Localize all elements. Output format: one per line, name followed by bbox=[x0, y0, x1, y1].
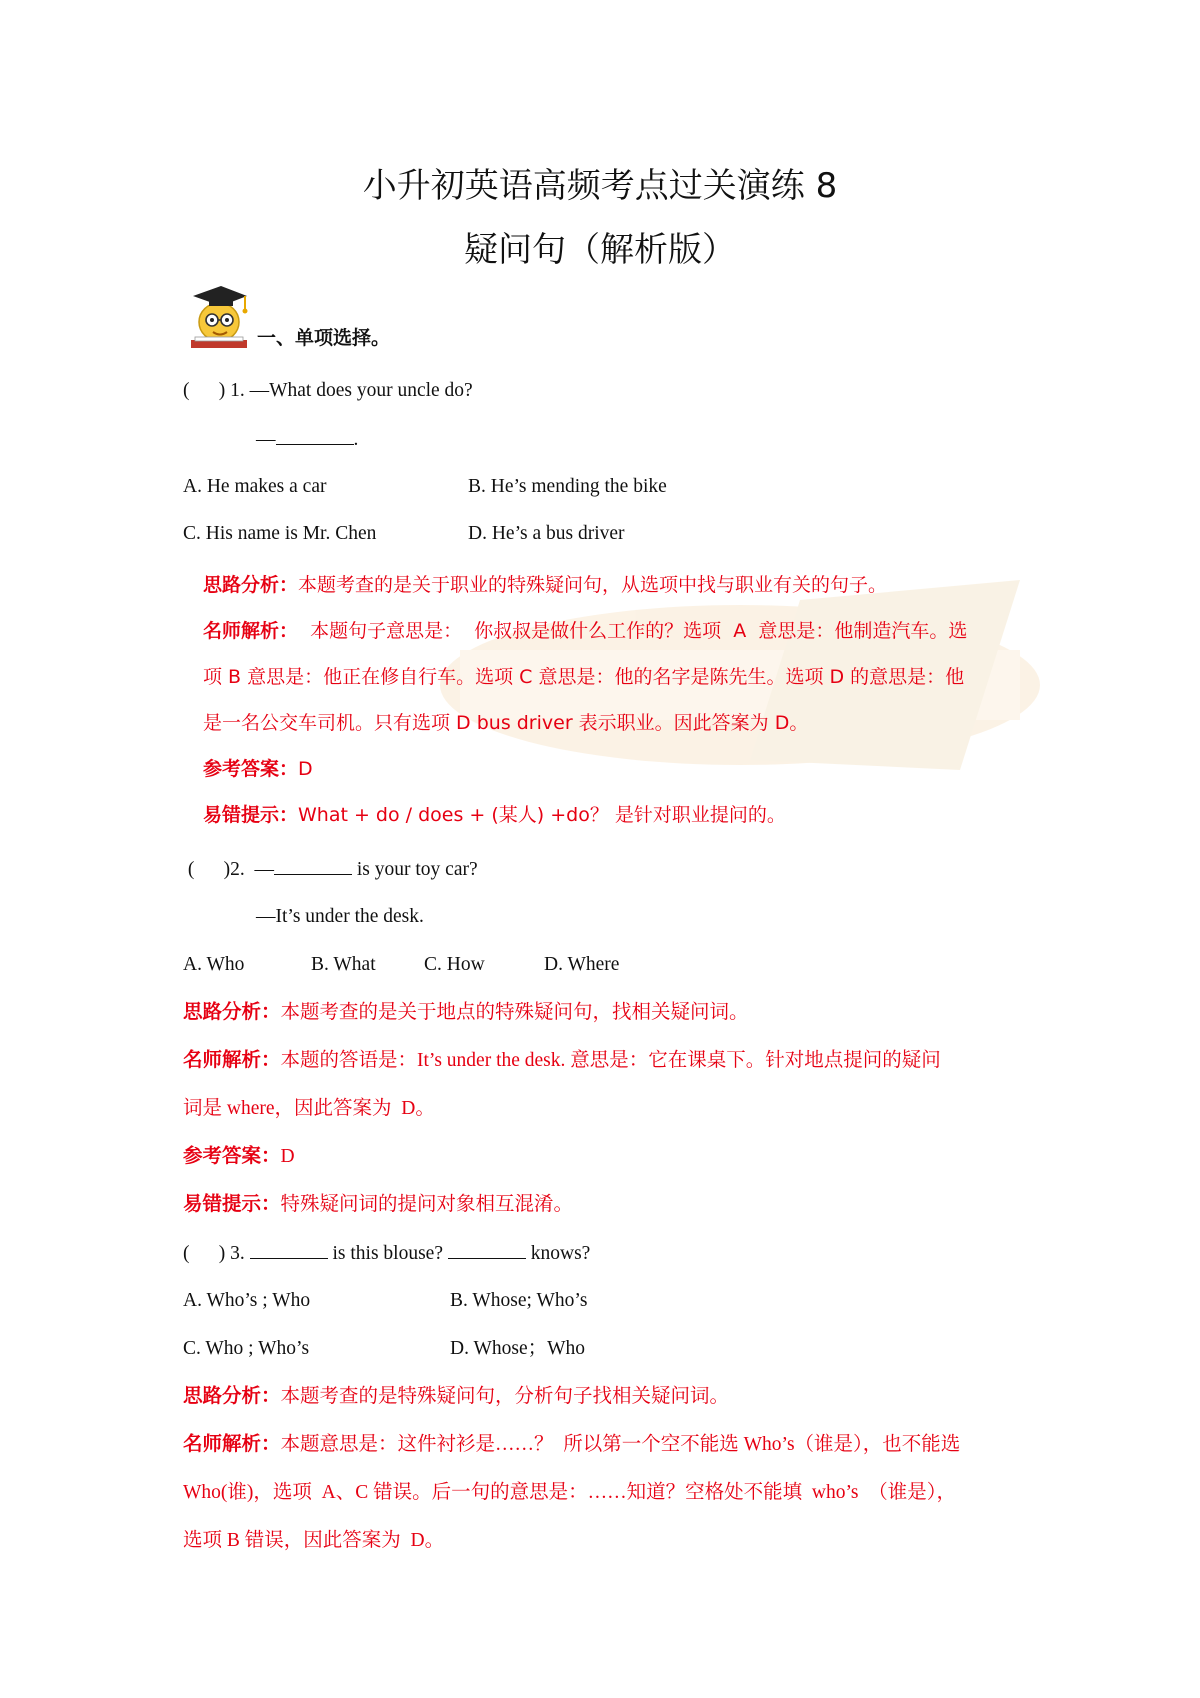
q3-stem-prefix: ( ) 3. bbox=[183, 1243, 250, 1264]
q2-option-d: D. Where bbox=[544, 954, 620, 975]
page-subtitle: 疑问句（解析版） bbox=[464, 230, 736, 270]
q3-analysis bbox=[183, 1384, 729, 1410]
q2-answer bbox=[183, 1144, 295, 1170]
q2-option-b: B. What bbox=[311, 954, 376, 975]
q2-analysis-text: 本题考查的是关于地点的特殊疑问句，找相关疑问词。 bbox=[280, 1002, 749, 1023]
q1-option-a: A. He makes a car bbox=[183, 476, 327, 497]
q2-answer-label: 参考答案： bbox=[183, 1146, 281, 1167]
q3-blank-1 bbox=[250, 1240, 328, 1259]
q3-option-d: D. Whose；Who bbox=[450, 1338, 586, 1359]
q1-answer bbox=[203, 756, 313, 782]
q1-tip-text: What + do / does + (某人) +do？ 是针对职业提问的。 bbox=[298, 804, 786, 826]
q1-option-c: C. His name is Mr. Chen bbox=[183, 523, 377, 544]
q1-tip bbox=[203, 802, 786, 828]
q2-answer-value: D bbox=[280, 1146, 295, 1167]
q3-stem bbox=[183, 1240, 590, 1267]
section-title: 一、单项选择。 bbox=[257, 327, 391, 349]
section-heading bbox=[183, 282, 390, 352]
q3-explain-1 bbox=[183, 1432, 960, 1458]
page-title: 小升初英语高频考点过关演练 8 bbox=[362, 166, 838, 206]
q1-analysis-text: 本题考查的是关于职业的特殊疑问句，从选项中找与职业有关的句子。 bbox=[298, 574, 888, 596]
q3-option-b: B. Whose; Who’s bbox=[450, 1290, 588, 1311]
q1-explain-2: 项 B 意思是：他正在修自行车。选项 C 意思是：他的名字是陈先生。选项 D 的意思是：他 bbox=[203, 666, 965, 688]
q1-blank bbox=[276, 426, 354, 445]
q2-explain-line1: 本题的答语是：It’s under the desk. 意思是：它在课桌下。针对地点提问的疑问 bbox=[280, 1050, 941, 1071]
q1-option-d: D. He’s a bus driver bbox=[468, 523, 625, 544]
q1-answer-label: 参考答案： bbox=[203, 758, 299, 780]
q1-reply-suffix: . bbox=[353, 429, 359, 450]
q2-blank bbox=[274, 856, 352, 875]
q2-explain-1 bbox=[183, 1048, 941, 1074]
q2-tip-text: 特殊疑问词的提问对象相互混淆。 bbox=[280, 1194, 574, 1215]
q2-tip-label: 易错提示： bbox=[183, 1194, 281, 1215]
q3-option-c: C. Who ; Who’s bbox=[183, 1338, 310, 1359]
q2-analysis-label: 思路分析： bbox=[183, 1002, 281, 1023]
q1-reply bbox=[256, 426, 358, 453]
q2-stem-prefix: ( )2. — bbox=[183, 859, 274, 880]
q3-option-a: A. Who’s ; Who bbox=[183, 1290, 311, 1311]
q1-reply-prefix: — bbox=[256, 429, 276, 450]
q2-option-c: C. How bbox=[424, 954, 485, 975]
q3-stem-mid: is this blouse? bbox=[327, 1243, 448, 1264]
q1-explain-1 bbox=[203, 618, 967, 644]
q2-option-a: A. Who bbox=[183, 954, 245, 975]
q3-analysis-text: 本题考查的是特殊疑问句，分析句子找相关疑问词。 bbox=[280, 1386, 730, 1407]
q3-analysis-label: 思路分析： bbox=[183, 1386, 281, 1407]
q2-analysis bbox=[183, 1000, 749, 1026]
q1-explain-line1: 本题句子意思是： 你叔叔是做什么工作的？选项 A 意思是：他制造汽车。选 bbox=[298, 620, 968, 642]
q1-stem: ( ) 1. —What does your uncle do? bbox=[183, 380, 473, 401]
q3-explain-line1: 本题意思是：这件衬衫是……？ 所以第一个空不能选 Who’s（谁是），也不能选 bbox=[280, 1434, 961, 1455]
scholar-mascot-icon bbox=[183, 282, 253, 352]
q2-stem-suffix: is your toy car? bbox=[352, 859, 478, 880]
q1-explain-3: 是一名公交车司机。只有选项 D bus driver 表示职业。因此答案为 D。 bbox=[203, 712, 809, 734]
q1-analysis-label: 思路分析： bbox=[203, 574, 299, 596]
q3-blank-2 bbox=[448, 1240, 526, 1259]
q2-tip bbox=[183, 1192, 573, 1218]
q3-stem-suffix: knows? bbox=[525, 1243, 591, 1264]
q2-stem bbox=[183, 856, 478, 883]
q1-analysis bbox=[203, 572, 887, 598]
q1-answer-value: D bbox=[298, 758, 313, 780]
q2-explain-2: 词是 where，因此答案为 D。 bbox=[183, 1098, 435, 1119]
q3-explain-2: Who(谁)，选项 A、C 错误。后一句的意思是：……知道？空格处不能填 who’s （谁是）， bbox=[183, 1482, 956, 1503]
q3-explain-3: 选项 B 错误，因此答案为 D。 bbox=[183, 1530, 445, 1551]
q1-explain-label: 名师解析： bbox=[203, 620, 299, 642]
q3-explain-label: 名师解析： bbox=[183, 1434, 281, 1455]
q2-reply: —It’s under the desk. bbox=[256, 906, 424, 927]
q1-option-b: B. He’s mending the bike bbox=[468, 476, 667, 497]
q1-tip-label: 易错提示： bbox=[203, 804, 299, 826]
q2-explain-label: 名师解析： bbox=[183, 1050, 281, 1071]
